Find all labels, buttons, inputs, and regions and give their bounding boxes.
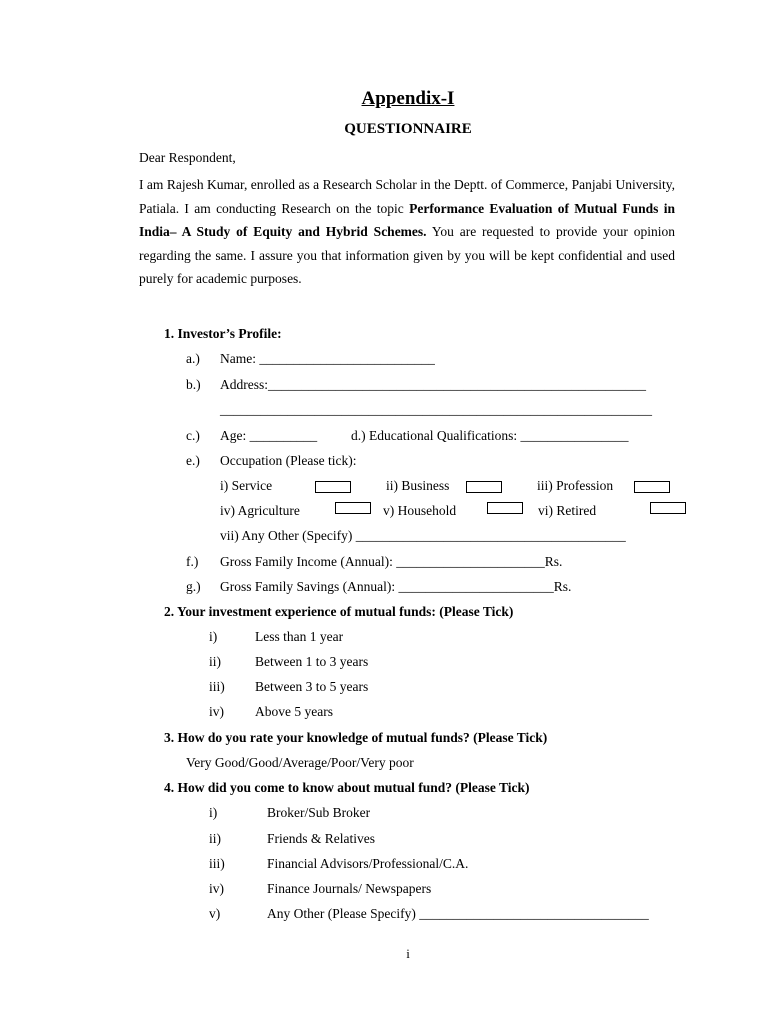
- q2-option-above-5-years[interactable]: Above 5 years: [255, 704, 333, 719]
- occupation-business-label: ii) Business: [386, 478, 450, 493]
- q1-g-label: g.): [186, 579, 201, 594]
- occupation-profession-checkbox[interactable]: [634, 481, 670, 493]
- q4-option-advisors[interactable]: Financial Advisors/Professional/C.A.: [267, 856, 469, 871]
- q4-option-num: iv): [209, 881, 224, 896]
- q4-heading: 4. How did you come to know about mutual fund? (Please Tick): [164, 780, 530, 795]
- q1-f-label: f.): [186, 554, 199, 569]
- q4-option-num: i): [209, 805, 218, 820]
- q2-heading: 2. Your investment experience of mutual funds: (Please Tick): [164, 604, 514, 619]
- q1-b-label: b.): [186, 377, 201, 392]
- savings-field[interactable]: Gross Family Savings (Annual): _______________________Rs.: [220, 579, 572, 594]
- occupation-agriculture-checkbox[interactable]: [335, 502, 371, 514]
- age-field[interactable]: Age: __________: [220, 428, 318, 443]
- q1-heading: 1. Investor’s Profile:: [164, 326, 282, 341]
- questionnaire-title: QUESTIONNAIRE: [344, 121, 472, 137]
- q2-option-less-than-1-year[interactable]: Less than 1 year: [255, 629, 344, 644]
- q2-option-num: iv): [209, 704, 224, 719]
- q2-option-3-to-5-years[interactable]: Between 3 to 5 years: [255, 679, 369, 694]
- q2-option-1-to-3-years[interactable]: Between 1 to 3 years: [255, 654, 369, 669]
- name-field[interactable]: Name: __________________________: [220, 351, 435, 366]
- occupation-retired-checkbox[interactable]: [650, 502, 686, 514]
- q4-option-other-field[interactable]: Any Other (Please Specify) __________________________________: [267, 906, 649, 921]
- occupation-other-field[interactable]: vii) Any Other (Specify) ________________________________________: [220, 528, 626, 543]
- q4-option-num: ii): [209, 831, 221, 846]
- q4-option-num: v): [209, 906, 221, 921]
- q1-c-label: c.): [186, 428, 200, 443]
- education-field[interactable]: d.) Educational Qualifications: ________________: [351, 428, 629, 443]
- occupation-profession-label: iii) Profession: [537, 478, 614, 493]
- q4-option-journals[interactable]: Finance Journals/ Newspapers: [267, 881, 432, 896]
- q2-option-num: i): [209, 629, 218, 644]
- appendix-title: Appendix-I: [361, 88, 455, 109]
- page-number: i: [406, 946, 410, 961]
- q2-option-num: iii): [209, 679, 225, 694]
- intro-text-1: I am Rajesh Kumar, enrolled as a Research Scholar in the Deptt. of Commerce, Panjabi University, Patiala. I am conducting Research on the topic: [139, 177, 675, 216]
- occupation-household-checkbox[interactable]: [487, 502, 523, 514]
- occupation-agriculture-label: iv) Agriculture: [220, 503, 300, 518]
- salutation: Dear Respondent,: [139, 150, 236, 165]
- intro-paragraph: [139, 173, 675, 291]
- research-topic: Performance Evaluation of Mutual Funds in India– A Study of Equity and Hybrid Schemes.: [139, 200, 675, 239]
- q1-e-label: e.): [186, 453, 200, 468]
- address-field[interactable]: Address:________________________________________________________: [220, 377, 646, 392]
- q3-heading: 3. How do you rate your knowledge of mutual funds? (Please Tick): [164, 730, 548, 745]
- q4-option-broker[interactable]: Broker/Sub Broker: [267, 805, 371, 820]
- q4-option-num: iii): [209, 856, 225, 871]
- q4-option-friends[interactable]: Friends & Relatives: [267, 831, 375, 846]
- address-field-line2[interactable]: ________________________________________________________________: [220, 402, 652, 417]
- occupation-business-checkbox[interactable]: [466, 481, 502, 493]
- occupation-service-checkbox[interactable]: [315, 481, 351, 493]
- income-field[interactable]: Gross Family Income (Annual): ______________________Rs.: [220, 554, 563, 569]
- occupation-label: Occupation (Please tick):: [220, 453, 357, 468]
- occupation-household-label: v) Household: [383, 503, 457, 518]
- occupation-service-label: i) Service: [220, 478, 273, 493]
- q2-option-num: ii): [209, 654, 221, 669]
- q1-a-label: a.): [186, 351, 200, 366]
- occupation-retired-label: vi) Retired: [538, 503, 597, 518]
- q3-rating-options[interactable]: Very Good/Good/Average/Poor/Very poor: [186, 755, 414, 770]
- intro-text-2: You are requested to provide your opinion regarding the same. I assure you that information given by you will be kept confidential and used purely for academic purposes.: [139, 224, 675, 286]
